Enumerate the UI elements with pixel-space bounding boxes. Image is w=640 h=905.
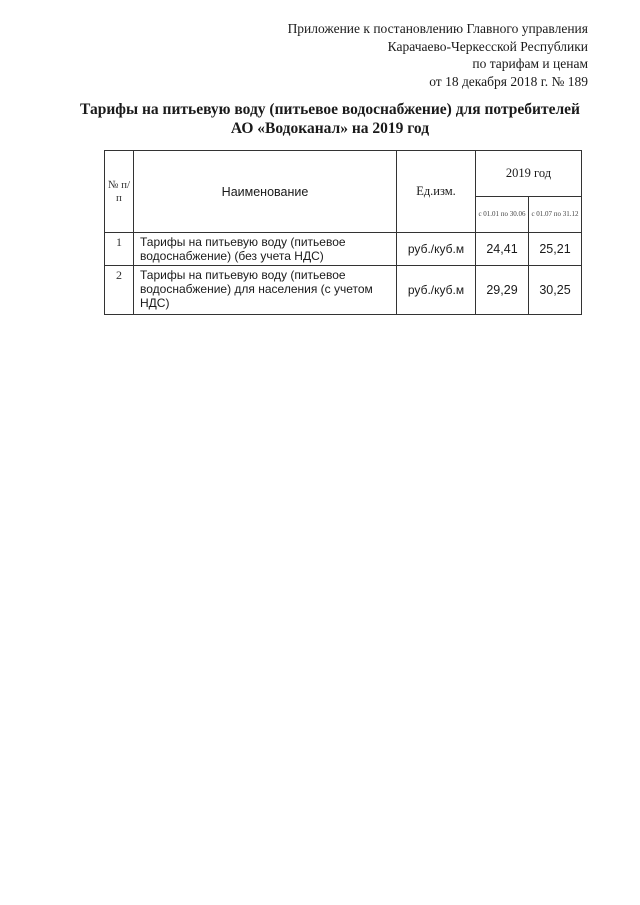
header-line: от 18 декабря 2018 г. № 189 <box>429 73 588 89</box>
column-header-period-2: с 01.07 по 31.12 <box>529 197 582 233</box>
row-value-period-1: 24,41 <box>476 233 529 266</box>
table-row <box>105 266 582 315</box>
row-value-period-2: 30,25 <box>529 266 582 315</box>
row-name: Тарифы на питьевую воду (питьевое водоснабжение) для населения (с учетом НДС) <box>134 266 397 315</box>
table-row <box>105 233 582 266</box>
column-header-name: Наименование <box>134 151 397 233</box>
row-name: Тарифы на питьевую воду (питьевое водоснабжение) (без учета НДС) <box>134 233 397 266</box>
header-line: по тарифам и ценам <box>472 56 588 71</box>
table-header-row <box>105 151 582 197</box>
document-header <box>288 20 588 90</box>
row-value-period-1: 29,29 <box>476 266 529 315</box>
header-line: Приложение к постановлению Главного управления <box>287 21 588 36</box>
column-header-number: № п/п <box>105 151 134 233</box>
column-header-unit: Ед.изм. <box>397 151 476 233</box>
tariff-table <box>104 150 582 315</box>
header-line: Карачаево-Черкесской Республики <box>387 38 588 54</box>
column-header-period-1: с 01.01 по 30.06 <box>476 197 529 233</box>
row-value-period-2: 25,21 <box>529 233 582 266</box>
row-number: 1 <box>105 233 134 266</box>
row-unit: руб./куб.м <box>397 233 476 266</box>
row-number: 2 <box>105 266 134 315</box>
title-line-1: Тарифы на питьевую воду (питьевое водоснабжение) для потребителей <box>80 101 580 118</box>
title-line-2: АО «Водоканал» на 2019 год <box>230 120 430 137</box>
row-unit: руб./куб.м <box>397 266 476 315</box>
column-header-year: 2019 год <box>476 151 582 197</box>
document-title <box>80 100 580 138</box>
